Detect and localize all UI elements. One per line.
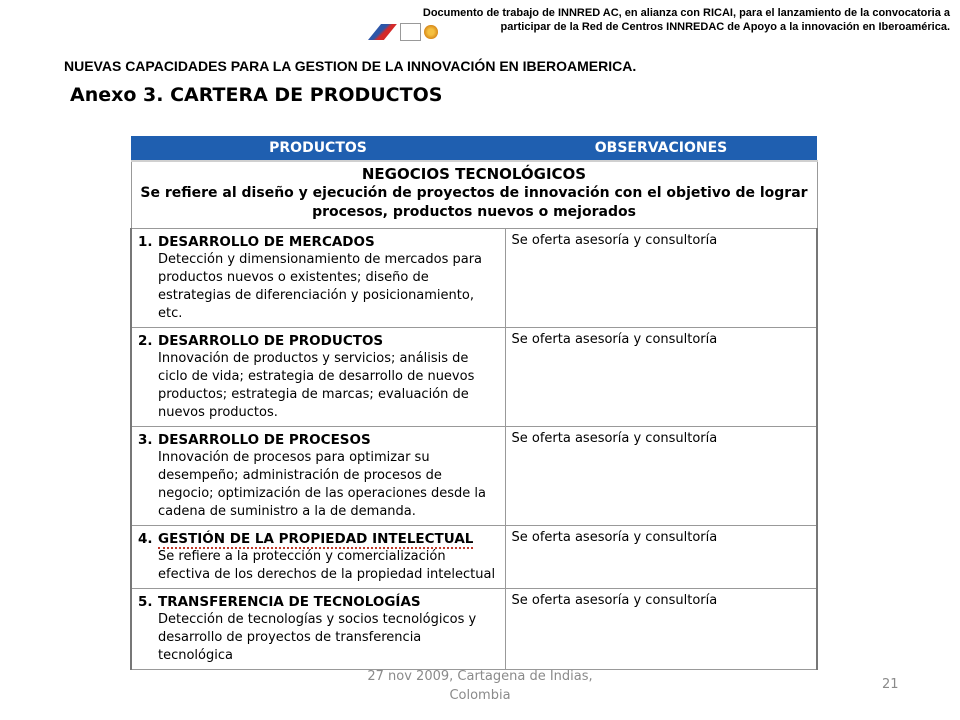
observation-cell: Se oferta asesoría y consultoría: [505, 328, 817, 427]
partner-logo-2: [441, 25, 456, 39]
footer-date: [355, 667, 605, 705]
product-cell: [131, 589, 505, 670]
section-description: Se refiere al diseño y ejecución de proyectos de innovación con el objetivo de lograr procesos, productos nuevos o mejorados: [140, 185, 808, 220]
table-row: [131, 589, 817, 670]
footer-date-line2: Colombia: [449, 688, 511, 703]
product-cell: [131, 526, 505, 589]
product-cell: [131, 427, 505, 526]
footer-date-line1: 27 nov 2009, Cartagena de Indias,: [367, 669, 593, 684]
product-name: GESTIÓN DE LA PROPIEDAD INTELECTUAL: [158, 531, 474, 547]
section-title: NEGOCIOS TECNOLÓGICOS: [361, 165, 587, 183]
products-table: [130, 136, 818, 670]
page-subtitle: Anexo 3. CARTERA DE PRODUCTOS: [70, 84, 443, 106]
product-name: DESARROLLO DE PROCESOS: [158, 432, 371, 448]
product-name: TRANSFERENCIA DE TECNOLOGÍAS: [158, 594, 421, 610]
observation-cell: Se oferta asesoría y consultoría: [505, 427, 817, 526]
header-note-line2: participar de la Red de Centros INNREDAC de Apoyo a la innovación en Iberoamérica.: [500, 21, 950, 33]
page-number: 21: [882, 677, 899, 692]
table-row: [131, 526, 817, 589]
page-title: NUEVAS CAPACIDADES PARA LA GESTION DE LA INNOVACIÓN EN IBEROAMERICA.: [64, 58, 637, 74]
section-row: [131, 161, 817, 229]
header-note-line1: Documento de trabajo de INNRED AC, en alianza con RICAI, para el lanzamiento de la convocatoria a: [422, 7, 950, 19]
product-cell: [131, 328, 505, 427]
product-number: 1.: [138, 234, 153, 250]
observation-cell: Se oferta asesoría y consultoría: [505, 229, 817, 328]
observation-cell: Se oferta asesoría y consultoría: [505, 589, 817, 670]
observation-cell: Se oferta asesoría y consultoría: [505, 526, 817, 589]
table-header-row: [131, 136, 817, 161]
table-row: [131, 229, 817, 328]
product-description: Innovación de productos y servicios; análisis de ciclo de vida; estrategia de desarrollo de nuevos productos; estrategia de marcas; evaluación de nuevos productos.: [158, 351, 475, 420]
innred-logo: [368, 24, 397, 40]
col-products-header: PRODUCTOS: [131, 136, 505, 161]
product-name: DESARROLLO DE PRODUCTOS: [158, 333, 384, 349]
section-cell: [131, 161, 817, 229]
table-row: [131, 427, 817, 526]
product-number: 4.: [138, 531, 153, 547]
logos: [368, 22, 456, 42]
sun-logo: [424, 25, 437, 39]
product-number: 5.: [138, 594, 153, 610]
col-observations-header: OBSERVACIONES: [505, 136, 817, 161]
product-description: Detección y dimensionamiento de mercados para productos nuevos o existentes; diseño de estrategias de diferenciación y posicionamiento, etc.: [158, 252, 483, 321]
table-row: [131, 328, 817, 427]
product-description: Detección de tecnologías y socios tecnológicos y desarrollo de proyectos de transferencia tecnológica: [158, 612, 477, 663]
product-description: Se refiere a la protección y comercialización efectiva de los derechos de la propiedad intelectual: [158, 549, 496, 582]
product-number: 3.: [138, 432, 153, 448]
product-number: 2.: [138, 333, 153, 349]
partner-logo: [400, 23, 421, 41]
product-name: DESARROLLO DE MERCADOS: [158, 234, 375, 250]
product-description: Innovación de procesos para optimizar su desempeño; administración de procesos de negocio; optimización de las operaciones desde la cadena de suministro a la de demanda.: [158, 450, 486, 519]
product-cell: [131, 229, 505, 328]
